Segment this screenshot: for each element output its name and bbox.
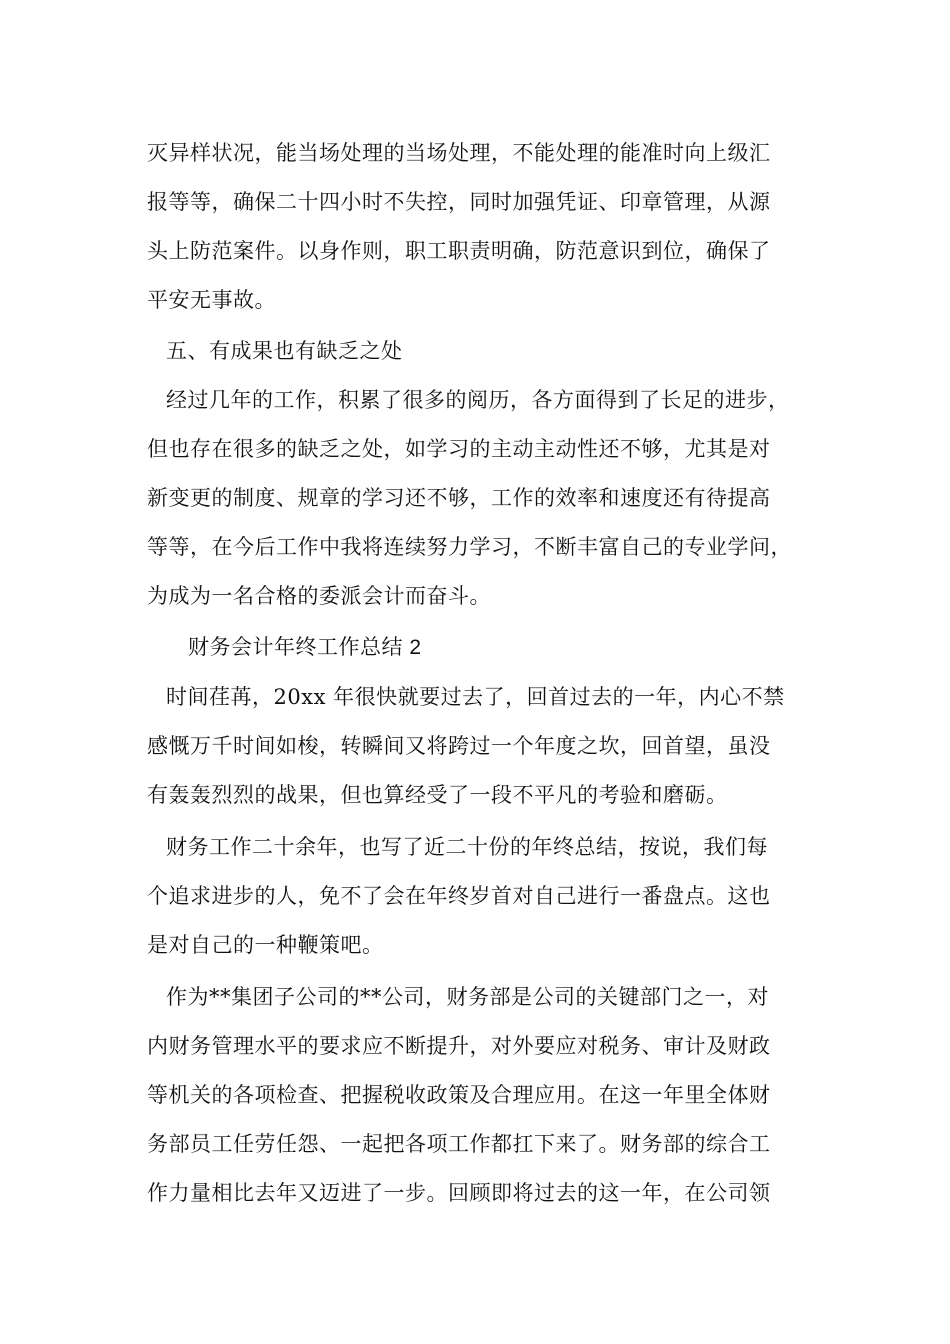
document-title: 财务会计年终工作总结 2 [188,636,422,659]
text-line: 但也存在很多的缺乏之处，如学习的主动主动性还不够，尤其是对 [147,437,771,461]
text-line: 财务工作二十余年，也写了近二十份的年终总结，按说，我们每 [166,835,768,859]
text-line: 报等等，确保二十四小时不失控，同时加强凭证、印章管理，从源 [147,190,771,214]
text-line: 灭异样状况，能当场处理的当场处理，不能处理的能准时向上级汇 [147,141,771,165]
text-line: 等等，在今后工作中我将连续努力学习，不断丰富自己的专业学问， [147,535,792,559]
text-line: 个追求进步的人，免不了会在年终岁首对自己进行一番盘点。这也 [147,884,771,908]
text-line: 新变更的制度、规章的学习还不够，工作的效率和速度还有待提高 [147,486,771,510]
text-line: 平安无事故。 [147,288,276,312]
text-line: 时间荏苒，20xx 年很快就要过去了，回首过去的一年，内心不禁 [166,685,785,709]
text-line: 作为**集团子公司的**公司，财务部是公司的关键部门之一，对 [166,985,769,1009]
text-line: 务部员工任劳任怨、一起把各项工作都扛下来了。财务部的综合工 [147,1132,771,1156]
text-line: 内财务管理水平的要求应不断提升，对外要应对税务、审计及财政 [147,1034,771,1058]
text-line: 是对自己的一种鞭策吧。 [147,933,384,957]
section-heading: 五、有成果也有缺乏之处 [166,339,403,363]
text-line: 感慨万千时间如梭，转瞬间又将跨过一个年度之坎，回首望，虽没 [147,734,771,758]
text-line: 经过几年的工作，积累了很多的阅历，各方面得到了长足的进步， [166,388,790,412]
text-line: 为成为一名合格的委派会计而奋斗。 [147,584,491,608]
text-line: 等机关的各项检查、把握税收政策及合理应用。在这一年里全体财 [147,1083,771,1107]
text-line: 有轰轰烈烈的战果，但也算经受了一段不平凡的考验和磨砺。 [147,783,728,807]
text-line: 头上防范案件。以身作则，职工职责明确，防范意识到位，确保了 [147,239,771,263]
text-line: 作力量相比去年又迈进了一步。回顾即将过去的这一年，在公司领 [147,1181,771,1205]
